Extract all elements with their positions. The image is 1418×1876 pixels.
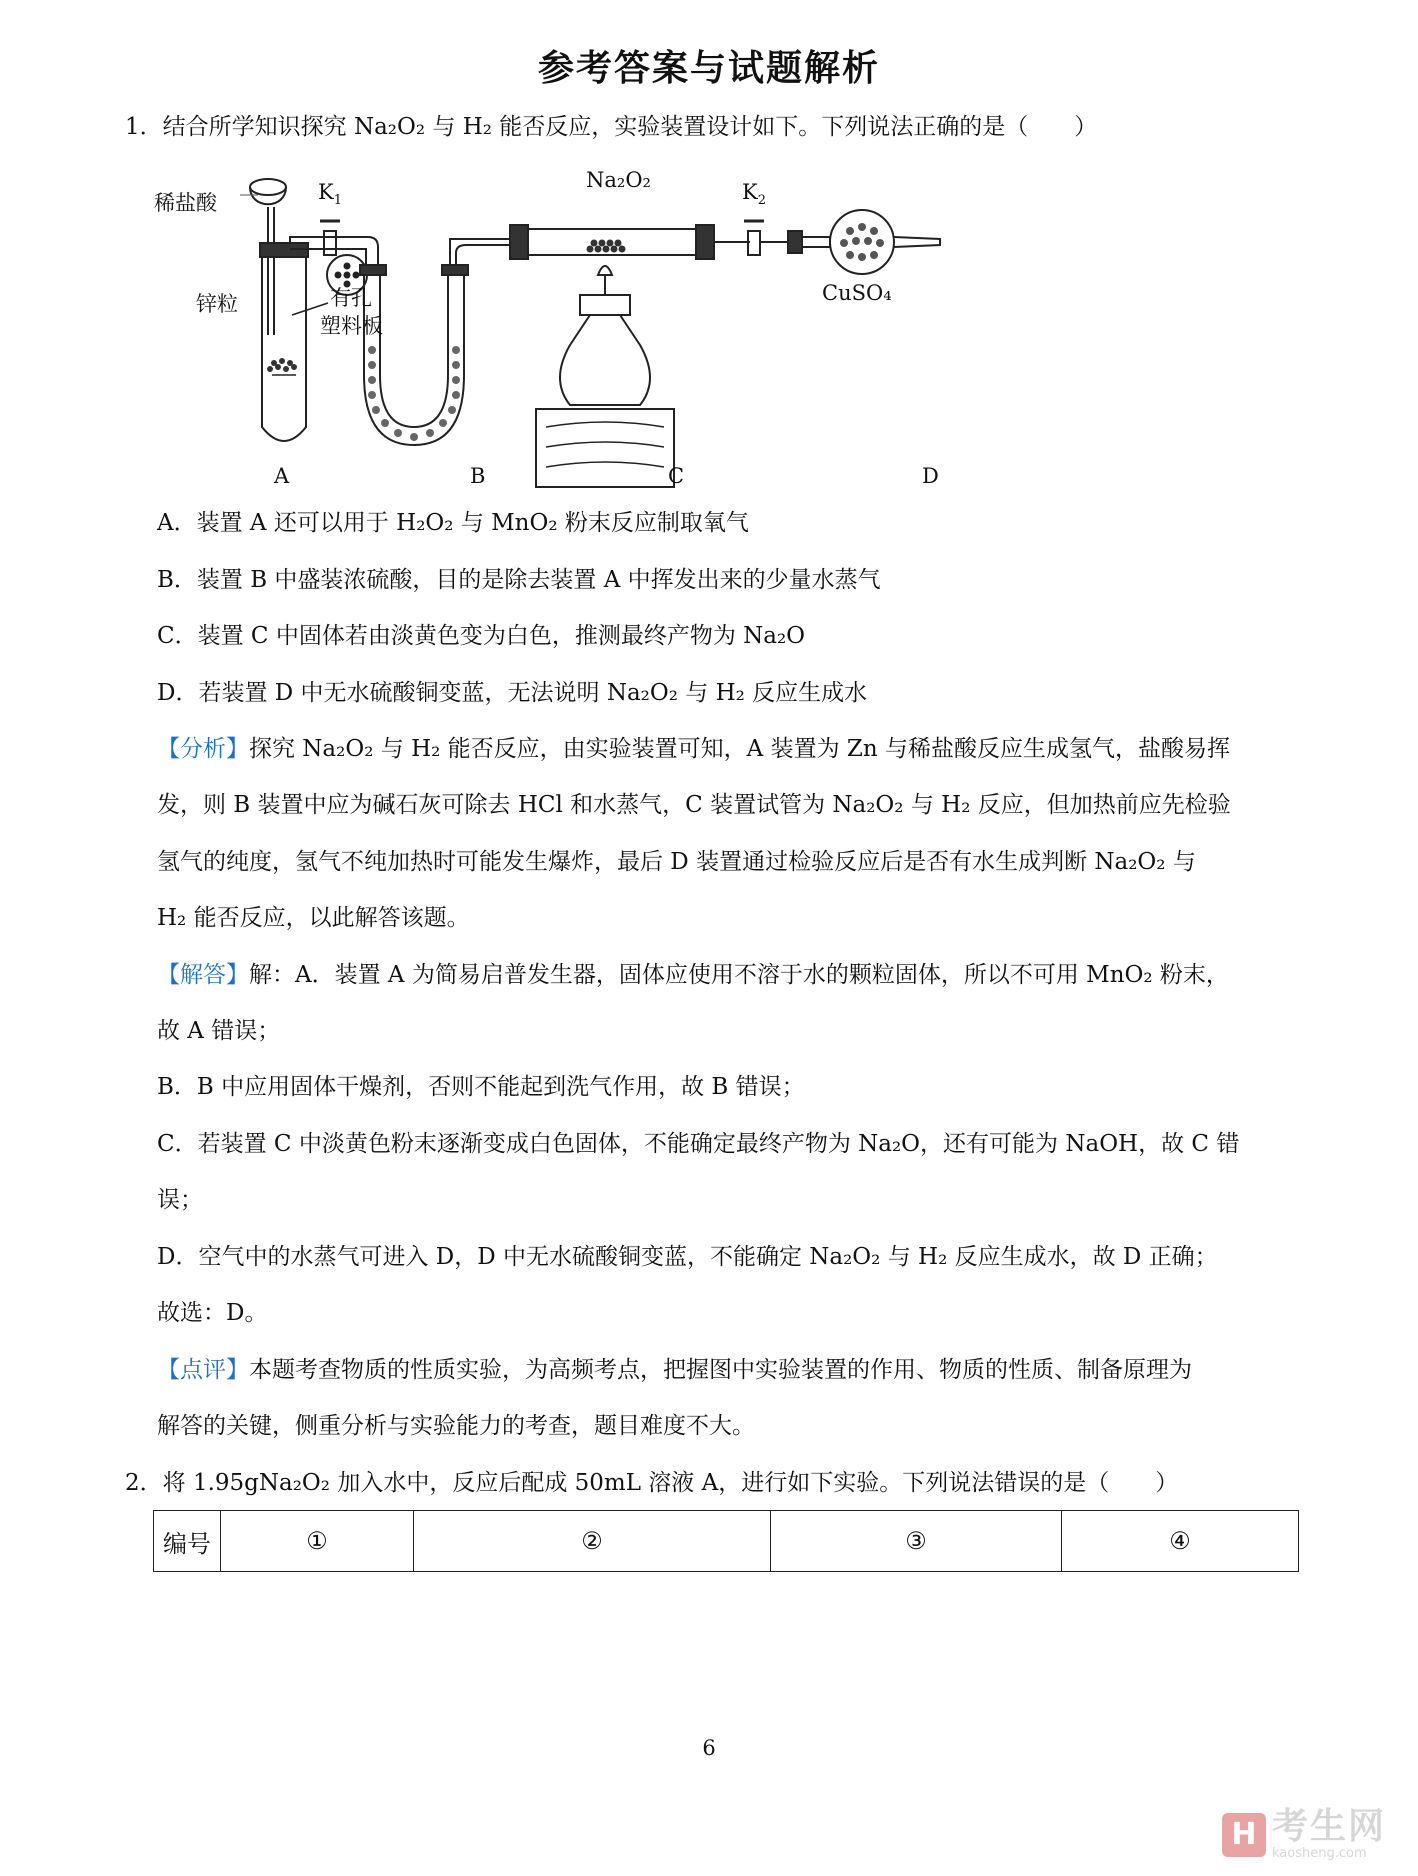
table-header-cell: ④	[1062, 1511, 1299, 1572]
watermark-text: 考生网	[1271, 1806, 1386, 1847]
label-cuso4: CuSO₄	[822, 281, 892, 305]
experiment-table	[153, 1510, 1299, 1572]
answer-line-6: D．空气中的水蒸气可进入 D，D 中无水硫酸铜变蓝，不能确定 Na₂O₂ 与 H₂ 反应生成水，故 D 正确；	[157, 1244, 1218, 1270]
comment-tag: 【点评】	[157, 1357, 249, 1383]
watermark	[1222, 1806, 1386, 1861]
label-k2: $K_2$	[742, 180, 766, 208]
comment-line-1: 【点评】本题考查物质的性质实验，为高频考点，把握图中实验装置的作用、物质的性质、制备原理为	[157, 1357, 1192, 1383]
apparatus-diagram	[140, 165, 1020, 495]
label-acid: 稀盐酸	[154, 191, 217, 215]
option-b: B．装置 B 中盛装浓硫酸，目的是除去装置 A 中挥发出来的少量水蒸气	[157, 567, 881, 593]
page-number: 6	[702, 1736, 716, 1760]
page-title: 参考答案与试题解析	[537, 47, 880, 89]
option-a: A．装置 A 还可以用于 H₂O₂ 与 MnO₂ 粉末反应制取氧气	[157, 510, 749, 536]
answer-line-7: 故选：D。	[157, 1300, 268, 1326]
analysis-tag: 【分析】	[157, 736, 249, 762]
label-apparatus-c: C	[668, 464, 685, 488]
watermark-url: kaosheng.com	[1271, 1846, 1367, 1861]
analysis-line-2: 发，则 B 装置中应为碱石灰可除去 HCl 和水蒸气，C 装置试管为 Na₂O₂ 与 H₂ 反应，但加热前应先检验	[157, 792, 1231, 818]
label-apparatus-d: D	[922, 464, 939, 488]
table-header-cell: ③	[771, 1511, 1062, 1572]
answer-line-5: 误；	[157, 1187, 203, 1213]
analysis-line-4: H₂ 能否反应，以此解答该题。	[157, 905, 470, 931]
question-1-stem: 1．结合所学知识探究 Na₂O₂ 与 H₂ 能否反应，实验装置设计如下。下列说法正确的是（ ）	[125, 114, 1098, 140]
answer-line-3: B．B 中应用固体干燥剂，否则不能起到洗气作用，故 B 错误；	[157, 1074, 805, 1100]
label-zinc: 锌粒	[196, 292, 238, 316]
label-apparatus-b: B	[470, 464, 486, 488]
table-header-cell: ②	[414, 1511, 771, 1572]
option-c: C．装置 C 中固体若由淡黄色变为白色，推测最终产物为 Na₂O	[157, 623, 806, 649]
answer-line-4: C．若装置 C 中淡黄色粉末逐渐变成白色固体，不能确定最终产物为 Na₂O，还有可能为 NaOH，故 C 错	[157, 1131, 1240, 1157]
label-plate-1: 有孔	[330, 286, 372, 310]
answer-tag: 【解答】	[157, 962, 249, 988]
question-2-stem: 2．将 1.95gNa₂O₂ 加入水中，反应后配成 50mL 溶液 A，进行如下实验。下列说法错误的是（ ）	[125, 1470, 1179, 1496]
comment-line-2: 解答的关键，侧重分析与实验能力的考查，题目难度不大。	[157, 1413, 755, 1439]
table-header-cell: ①	[221, 1511, 414, 1572]
table-row	[154, 1511, 1299, 1572]
analysis-line-1: 【分析】探究 Na₂O₂ 与 H₂ 能否反应，由实验装置可知，A 装置为 Zn 与稀盐酸反应生成氢气，盐酸易挥	[157, 736, 1230, 762]
label-na2o2: Na₂O₂	[586, 168, 651, 192]
label-apparatus-a: A	[274, 464, 290, 488]
answer-line-1: 【解答】解：A．装置 A 为简易启普发生器，固体应使用不溶于水的颗粒固体，所以不可用 MnO₂ 粉末，	[157, 962, 1229, 988]
analysis-line-3: 氢气的纯度，氢气不纯加热时可能发生爆炸，最后 D 装置通过检验反应后是否有水生成判断 Na₂O₂ 与	[157, 849, 1196, 875]
label-plate-2: 塑料板	[320, 314, 383, 338]
watermark-logo-icon: H	[1222, 1813, 1266, 1857]
option-d: D．若装置 D 中无水硫酸铜变蓝，无法说明 Na₂O₂ 与 H₂ 反应生成水	[157, 680, 868, 706]
table-header-cell: 编号	[154, 1511, 221, 1572]
label-k1: $K_1$	[318, 180, 342, 208]
answer-line-2: 故 A 错误；	[157, 1018, 281, 1044]
